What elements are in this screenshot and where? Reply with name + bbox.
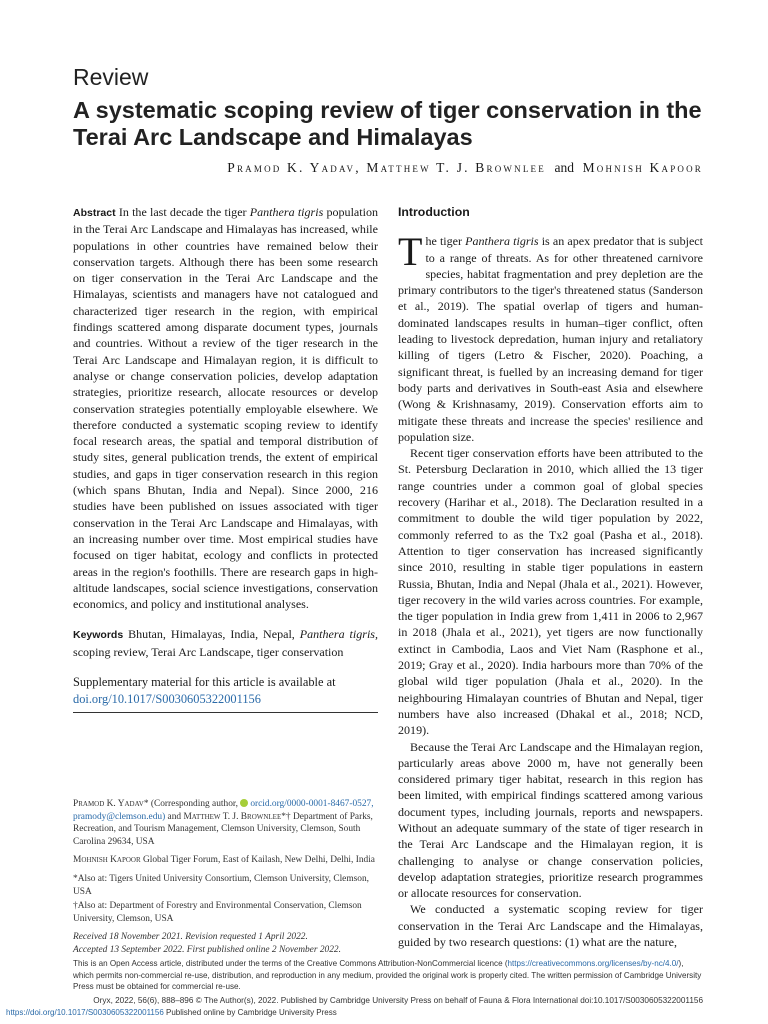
affiliation-text: (Corresponding author, (150, 799, 238, 809)
affiliation-text: Global Tiger Forum, East of Kailash, New Delhi, Delhi, India (142, 855, 375, 866)
affiliation-author: Matthew T. J. Brownlee*† (183, 811, 291, 822)
species-name: Panthera tigris, (299, 627, 378, 642)
article-title: A systematic scoping review of tiger conservation in the Terai Arc Landscape and Himalayas (73, 97, 702, 150)
keywords-text: scoping review, Terai Arc Landscape, tiger conservation (73, 644, 344, 659)
author-conjunction: and (554, 160, 574, 175)
orcid-icon (240, 799, 248, 807)
drop-cap: T (398, 229, 423, 275)
author-list (227, 160, 703, 176)
author-name[interactable]: Pramod K. Yadav, (227, 160, 361, 175)
intro-text: is an apex predator that is subject to a range of threats. As for other threatened carnivore species, habitat fragmentation and prey depletion are the primary contributors to the tiger's threatened status (Sanderson et al., 2019). The spatial overlap of tigers and human-dominated landscapes results in human–tiger conflict, often leading to livestock depredation, human injury and retaliatory killing of tigers (Letro & Fischer, 2020). Poaching, a significant threat, is fuelled by an increasing demand for tiger body parts and derivatives in South-east Asia and elsewhere (Wong & Krishnasamy, 2019). Conservation efforts aim to mitigate these threats and increase the species' resilience and population size. (398, 234, 703, 444)
species-name: Panthera tigris (465, 234, 539, 249)
orcid-link[interactable]: orcid.org/0000-0001-8467-0527, (250, 799, 374, 809)
intro-text: he tiger (425, 234, 463, 249)
license-text: ), which permits non-commercial re-use, distribution, and reproduction in any medium, provided the original work is properly cited. The written permission of Cambridge University Press must be obtained for commercial re-use. (73, 959, 702, 991)
right-column (398, 204, 703, 950)
abstract-text: In the last decade the tiger (118, 205, 247, 219)
species-name: Panthera tigris (249, 205, 324, 219)
abstract (73, 204, 378, 612)
license-notice (73, 958, 703, 993)
supplementary-doi-link[interactable]: doi.org/10.1017/S0030605322001156 (73, 692, 261, 707)
received-date: Received 18 November 2021. Revision requested 1 April 2022. (73, 932, 308, 943)
affiliation-author: Mohnish Kapoor (73, 855, 141, 866)
accepted-date: Accepted 13 September 2022. First published online 2 November 2022. (73, 944, 341, 955)
abstract-text: population in the Terai Arc Landscape and Himalayas has increased, while populations in other countries have remained below their conservation targets. Although there has been some research on tiger conservation in the Terai Arc Landscape and the Himalayas, scientists and managers have not catalogued and characterized tiger research in the region, with empirical findings scattered among disparate document types, journals and countries. Without a review of the tiger research in the Terai Arc Landscape and Himalayan region, it is difficult to analyse or change conservation policies, develop adaptation strategies, prioritize research, allocate resources or develop conservation strategies potentially employable elsewhere. We therefore conducted a systematic scoping review to identify focal research areas, the spatial and temporal distribution of study sites, general publication trends, the extent of empirical studies, and gaps in tiger conservation research in this region (which spans Bhutan, India and Nepal). Since 2000, 216 studies have been published on issues associated with tiger conservation in the Terai Arc Landscape and Himalayas, with an increasing number over time. Most empirical studies have focused on tiger habitat, ecology and conflicts in protected areas in the region's foothills. There are research gaps in high-altitude landscapes, social science investigations, conservation economics, and policy and institutional analyses. (73, 205, 379, 612)
affiliation-text: and (167, 811, 182, 822)
intro-paragraph: Because the Terai Arc Landscape and the Himalayan region, particularly areas above 2000 m, have not generally been considered primary tiger habitat, research in this region has been limited, with empirical findings scattered among various document types, including journals, reports and newspapers. Without an adequate summary of the state of tiger research in the Terai Arc Landscape and the Himalayan region, it is challenging to analyse or change conservation policies, develop adaptation strategies, prioritize research programmes or allocate resources for conservation. (398, 739, 703, 901)
divider (73, 712, 378, 713)
journal-citation: Oryx, 2022, 56(6), 888–896 © The Author(s), 2022. Published by Cambridge University Press on behalf of Fauna & Flora International doi:10.1017/S0030605322001156 (93, 996, 703, 1005)
keywords-text: Bhutan, Himalayas, India, Nepal, (128, 627, 295, 642)
affiliation-author: Pramod K. Yadav* (73, 799, 149, 809)
license-text: This is an Open Access article, distributed under the terms of the Creative Commons Attribution-NonCommercial licence ( (73, 959, 508, 968)
intro-paragraph: Recent tiger conservation efforts have been attributed to the St. Petersburg Declaration in 2010, which allied the 13 tiger range countries under a common goal of global species recovery (Harihar et al., 2018). The Declaration resulted in a commitment to double the wild tiger population by 2022, commonly referred to as the Tx2 goal (Pasha et al., 2018). Attention to tiger conservation has increased significantly since 2010, resulting in stable tiger populations in eastern Russia, Bhutan, India and Nepal (Jhala et al., 2021). However, tiger recovery in the wild varies across countries. For example, the tiger population in India grew from 1,411 in 2006 to 2,967 in 2018 (Jhala et al., 2021), yet tigers are now functionally extinct in Cambodia, Laos and Viet Nam (Rasphone et al., 2019; Gray et al., 2020). India harbours more than 70% of the global wild tiger population (Jhala et al., 2020). In the neighbouring Himalayan countries of Bhutan and Nepal, tiger numbers have also increased (Dhakal et al., 2018; NCD, 2019). (398, 446, 703, 738)
affiliation-note: †Also at: Department of Forestry and Environmental Conservation, Clemson University, Clemson, USA (73, 901, 362, 924)
author-name[interactable]: Matthew T. J. Brownlee (366, 160, 546, 175)
supplementary-text: Supplementary material for this article is available at (73, 675, 336, 690)
affiliation-2 (73, 854, 378, 867)
abstract-label: Abstract (73, 207, 116, 219)
affiliation-note: *Also at: Tigers United University Consortium, Clemson University, Clemson, USA (73, 873, 370, 897)
section-label: Review (73, 64, 149, 90)
license-link[interactable]: https://creativecommons.org/licenses/by-nc/4.0/ (507, 959, 679, 968)
affiliations (73, 798, 378, 957)
affiliation-1 (73, 798, 378, 848)
keywords (73, 626, 378, 660)
email-link[interactable]: pramody@clemson.edu) (73, 811, 166, 822)
keywords-label: Keywords (73, 629, 124, 642)
footer-doi-link[interactable]: https://doi.org/10.1017/S0030605322001156 (6, 1008, 164, 1017)
intro-paragraph: We conducted a systematic scoping review for tiger conservation in the Terai Arc Landscape and the Himalayas, guided by two research questions: (1) what are the nature, (398, 902, 703, 950)
supplementary-note (73, 674, 378, 708)
author-name[interactable]: Mohnish Kapoor (582, 160, 703, 175)
intro-paragraph (398, 229, 703, 445)
left-column (73, 204, 378, 708)
affiliation-text: Department of Parks, Recreation, and Tourism Management, Clemson University, Clemson, South Carolina 29634, USA (73, 811, 373, 847)
footer-published: Published online by Cambridge University Press (166, 1008, 337, 1017)
page-footer (6, 1008, 337, 1017)
introduction-heading: Introduction (398, 205, 470, 219)
